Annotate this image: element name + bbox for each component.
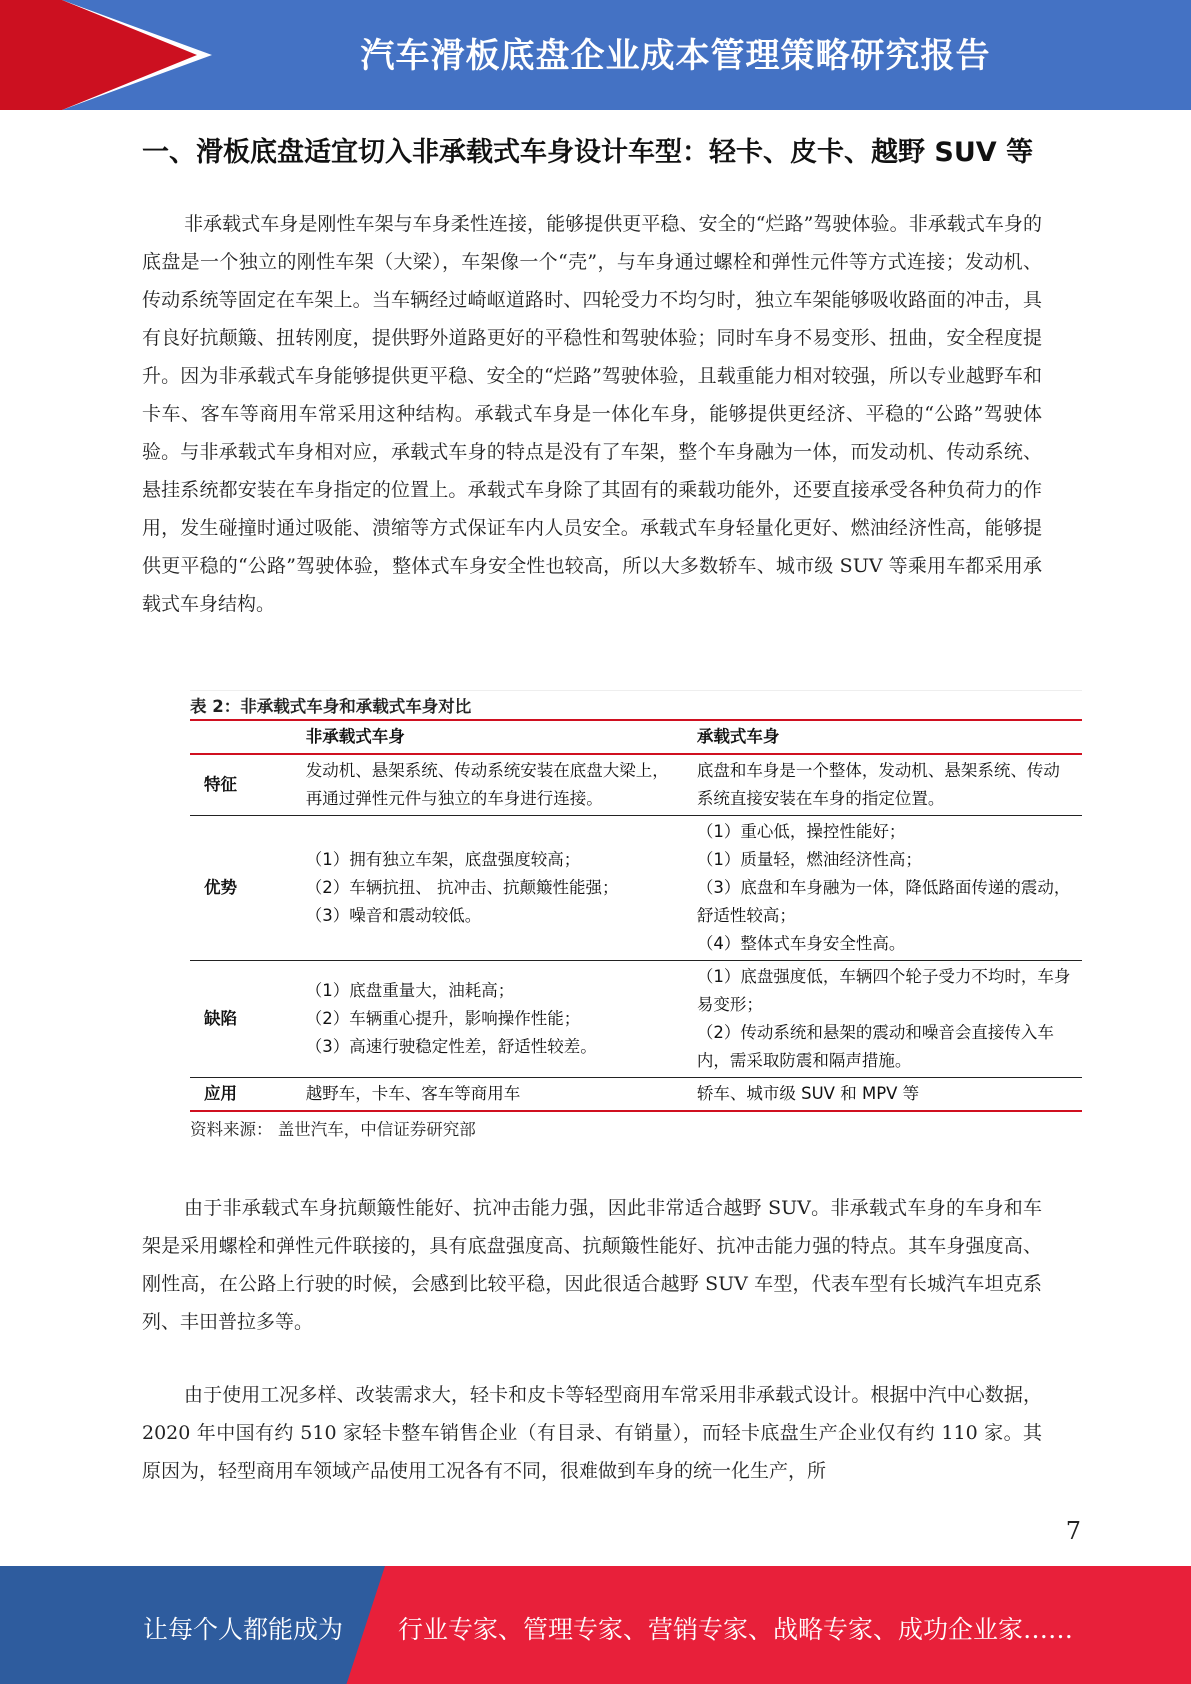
header-red-block <box>0 0 62 110</box>
footer-banner <box>0 1566 1191 1684</box>
table-cell-line: 发动机、悬架系统、传动系统安装在底盘大梁上，再通过弹性元件与独立的车身进行连接。 <box>305 761 669 808</box>
header-banner <box>0 0 1191 110</box>
table-cell-line: （1）底盘重量大，油耗高； <box>305 981 515 1000</box>
table-cell-line: （1）底盘强度低，车辆四个轮子受力不均时，车身易变形； <box>696 967 1071 1014</box>
table-cell-line: （2）传动系统和悬架的震动和噪音会直接传入车内，需采取防震和隔声措施。 <box>696 1023 1054 1070</box>
table-header-empty <box>190 720 300 754</box>
report-title: 汽车滑板底盘企业成本管理策略研究报告 <box>360 36 991 76</box>
table-caption: 表 2：非承载式车身和承载式车身对比 <box>190 690 1082 719</box>
table-cell-unibody <box>691 1078 1082 1112</box>
table-header-row <box>190 720 1082 754</box>
table-row-label: 特征 <box>204 775 237 794</box>
table-cell-line: （1）质量轻，燃油经济性高； <box>696 850 922 869</box>
table-row <box>190 1078 1082 1112</box>
table-row-label: 优势 <box>204 878 237 897</box>
table-cell-line: （1）拥有独立车架，底盘强度较高； <box>305 850 581 869</box>
table-cell-line: 越野车，卡车、客车等商用车 <box>305 1084 521 1103</box>
table-row <box>190 816 1082 961</box>
table-header-non-unibody: 非承载式车身 <box>305 727 405 746</box>
table-cell-line: 底盘和车身是一个整体，发动机、悬架系统、传动系统直接安装在车身的指定位置。 <box>696 761 1060 808</box>
table-source: 资料来源： 盖世汽车，中信证券研究部 <box>190 1120 476 1139</box>
body-paragraph-2: 由于非承载式车身抗颠簸性能好、抗冲击能力强，因此非常适合越野 SUV。非承载式车身的车身和车架是采用螺栓和弹性元件联接的，具有底盘强度高、抗颠簸性能好、抗冲击能力强的特点。其车身强度高、刚性高，在公路上行驶的时候，会感到比较平稳，因此很适合越野 SUV 车型，代表车型有长城汽车坦克系列、丰田普拉多等。 <box>142 1197 1042 1333</box>
table-cell-line: （2）车辆重心提升，影响操作性能； <box>305 1009 581 1028</box>
table-row-label: 缺陷 <box>204 1009 237 1028</box>
section-heading: 一、滑板底盘适宜切入非承载式车身设计车型：轻卡、皮卡、越野 SUV 等 <box>142 137 1034 168</box>
table-cell-line: 轿车、城市级 SUV 和 MPV 等 <box>696 1084 920 1103</box>
table-cell-line: （3）噪音和震动较低。 <box>305 906 482 925</box>
table-cell-unibody <box>691 961 1082 1078</box>
table-row <box>190 961 1082 1078</box>
table-cell-unibody <box>691 754 1082 816</box>
footer-slogan-left: 让每个人都能成为 <box>143 1615 344 1644</box>
table-cell-non-unibody <box>300 1078 691 1112</box>
table-cell-line: （3）高速行驶稳定性差，舒适性较差。 <box>305 1037 597 1056</box>
table-row-label: 应用 <box>204 1084 237 1103</box>
table-cell-line: （4）整体式车身安全性高。 <box>696 934 906 953</box>
table-cell-unibody <box>691 816 1082 961</box>
table-cell-line: （3）底盘和车身融为一体，降低路面传递的震动，舒适性较高； <box>696 878 1071 925</box>
table-cell-non-unibody <box>300 961 691 1078</box>
table-cell-non-unibody <box>300 816 691 961</box>
body-paragraph-1: 非承载式车身是刚性车架与车身柔性连接，能够提供更平稳、安全的“烂路”驾驶体验。非承载式车身的底盘是一个独立的刚性车架（大梁），车架像一个“壳”，与车身通过螺栓和弹性元件等方式连接；发动机、传动系统等固定在车架上。当车辆经过崎岖道路时、四轮受力不均匀时，独立车架能够吸收路面的冲击，具有良好抗颠簸、扭转刚度，提供野外道路更好的平稳性和驾驶体验；同时车身不易变形、扭曲，安全程度提升。因为非承载式车身能够提供更平稳、安全的“烂路”驾驶体验，且载重能力相对较强，所以专业越野车和卡车、客车等商用车常采用这种结构。承载式车身是一体化车身，能够提供更经济、平稳的“公路”驾驶体验。与非承载式车身相对应，承载式车身的特点是没有了车架，整个车身融为一体，而发动机、传动系统、悬挂系统都安装在车身指定的位置上。承载式车身除了其固有的乘载功能外，还要直接承受各种负荷力的作用，发生碰撞时通过吸能、溃缩等方式保证车内人员安全。承载式车身轻量化更好、燃油经济性高，能够提供更平稳的“公路”驾驶体验，整体式车身安全性也较高，所以大多数轿车、城市级 SUV 等乘用车都采用承载式车身结构。 <box>142 213 1042 615</box>
comparison-table-figure <box>190 690 1082 1140</box>
page-number: 7 <box>1065 1517 1081 1545</box>
table-cell-line: （1）重心低，操控性能好； <box>696 822 906 841</box>
table-row <box>190 754 1082 816</box>
table-cell-non-unibody <box>300 754 691 816</box>
table-header-unibody: 承载式车身 <box>696 727 780 746</box>
header-red-arrow <box>62 0 197 110</box>
comparison-table <box>190 719 1082 1112</box>
table-cell-line: （2）车辆抗扭、 抗冲击、抗颠簸性能强； <box>305 878 619 897</box>
footer-slogan-right: 行业专家、管理专家、营销专家、战略专家、成功企业家…… <box>398 1615 1074 1644</box>
body-paragraph-3: 由于使用工况多样、改装需求大，轻卡和皮卡等轻型商用车常采用非承载式设计。根据中汽中心数据，2020 年中国有约 510 家轻卡整车销售企业（有目录、有销量），而轻卡底盘生产企业仅有约 110 家。其原因为，轻型商用车领域产品使用工况各有不同，很难做到车身的统一化生产，所 <box>142 1384 1042 1482</box>
